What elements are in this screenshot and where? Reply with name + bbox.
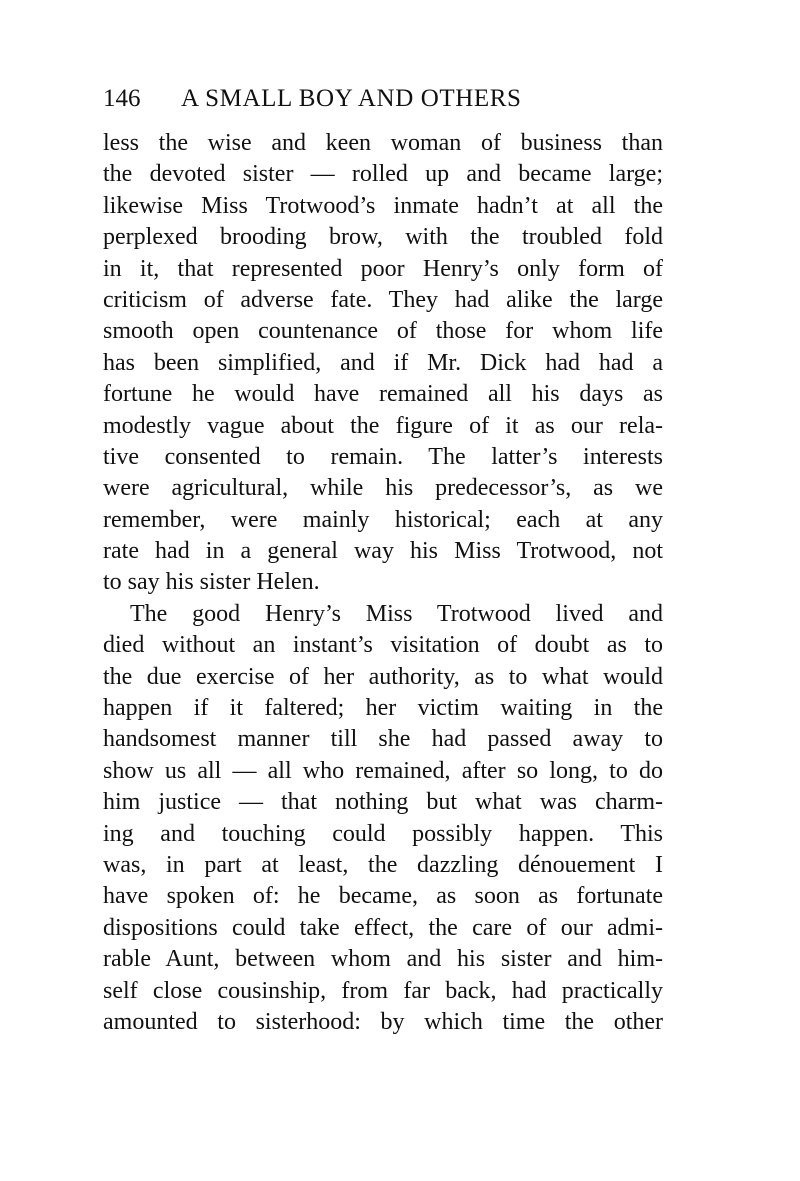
text-line: fortune he would have remained all his days as: [103, 381, 663, 408]
body-text: [103, 128, 663, 1038]
paragraph-end-line: to say his sister Helen.: [103, 569, 320, 596]
text-line: less the wise and keen woman of business than: [103, 130, 663, 156]
text-line: the due exercise of her authority, as to what would: [103, 663, 663, 690]
text-line: likewise Miss Trotwood’s inmate hadn’t at all the: [103, 192, 663, 219]
text-line: in it, that represented poor Henry’s only form of: [103, 255, 663, 282]
text-line: died without an instant’s visitation of doubt as to: [103, 632, 663, 659]
text-line: ing and touching could possibly happen. This: [103, 820, 663, 847]
text-line: dispositions could take effect, the care of our admi-: [103, 914, 663, 941]
text-line: handsomest manner till she had passed away to: [103, 726, 663, 753]
text-line: were agricultural, while his predecessor’s, as we: [103, 475, 663, 502]
text-line: remember, were mainly historical; each at any: [103, 506, 663, 533]
book-title: A SMALL BOY AND OTHERS: [181, 85, 522, 112]
text-line: criticism of adverse fate. They had alike the large: [103, 286, 663, 313]
text-line: amounted to sisterhood: by which time the other: [103, 1008, 663, 1035]
text-line: has been simplified, and if Mr. Dick had had a: [103, 349, 663, 376]
text-line: modestly vague about the figure of it as our rela-: [103, 412, 663, 439]
text-line: show us all — all who remained, after so long, to do: [103, 757, 663, 784]
text-line: happen if it faltered; her victim waiting in the: [103, 695, 663, 722]
text-line: the devoted sister — rolled up and became large;: [103, 161, 663, 188]
text-line: have spoken of: he became, as soon as fortunate: [103, 883, 663, 910]
text-line: smooth open countenance of those for whom life: [103, 318, 663, 345]
page-number: 146: [103, 85, 141, 112]
paragraph-first-line: The good Henry’s Miss Trotwood lived and: [130, 600, 663, 627]
running-head: [103, 82, 663, 116]
text-line: self close cousinship, from far back, had practically: [103, 977, 663, 1004]
text-line: rable Aunt, between whom and his sister and him-: [103, 946, 663, 973]
text-line: perplexed brooding brow, with the troubled fold: [103, 224, 663, 251]
text-line: was, in part at least, the dazzling dénouement I: [103, 851, 663, 878]
text-line: tive consented to remain. The latter’s interests: [103, 443, 663, 470]
text-line: him justice — that nothing but what was charm-: [103, 789, 663, 816]
text-line: rate had in a general way his Miss Trotwood, not: [103, 538, 663, 565]
